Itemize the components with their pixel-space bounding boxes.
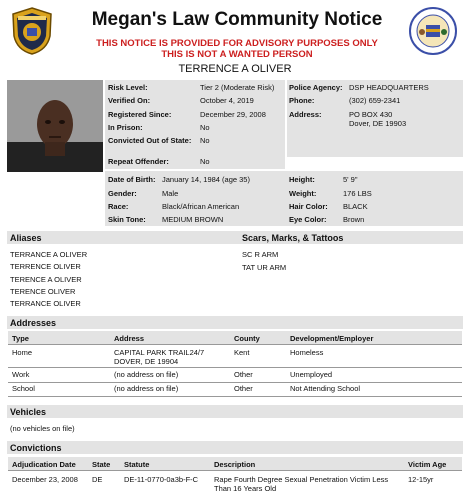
police-agency-value: DSP HEADQUARTERS xyxy=(349,83,429,92)
col-adjudication-date: Adjudication Date xyxy=(12,460,76,469)
conviction-date: December 23, 2008 xyxy=(12,475,78,484)
address-row xyxy=(8,346,462,368)
col-county: County xyxy=(234,334,260,343)
physical-description-panel xyxy=(105,171,463,226)
addresses-header xyxy=(7,316,463,329)
summary-label: In Prison: xyxy=(108,123,143,132)
address-county: Other xyxy=(234,384,253,393)
conviction-state: DE xyxy=(92,475,103,484)
physical-value: MEDIUM BROWN xyxy=(162,215,224,224)
physical-label: Weight: xyxy=(289,189,317,198)
aliases-scars-header xyxy=(7,231,463,244)
advisory-warning: THIS NOTICE IS PROVIDED FOR ADVISORY PURPOSES ONLY xyxy=(96,38,378,49)
convictions-column-headers xyxy=(8,457,462,471)
summary-label: Verified On: xyxy=(108,96,151,105)
address-employer: Not Attending School xyxy=(290,384,361,393)
physical-value: Male xyxy=(162,189,179,198)
conviction-victim-age: 12-15yr xyxy=(408,475,434,484)
alias-item: TERRANCE A OLIVER xyxy=(10,250,88,259)
physical-label: Hair Color: xyxy=(289,202,328,211)
summary-label: Convicted Out of State: xyxy=(108,136,192,145)
scar-item: TAT UR ARM xyxy=(242,262,287,272)
vehicles-empty-text: (no vehicles on file) xyxy=(10,424,75,433)
address-type: Home xyxy=(12,348,33,357)
delaware-state-seal xyxy=(408,6,458,56)
police-address-label: Address: xyxy=(289,110,322,119)
conviction-description-line1: Rape Fourth Degree Sexual Penetration Victim Less xyxy=(214,475,389,484)
police-address-line1: PO BOX 430 xyxy=(349,110,393,119)
physical-value: January 14, 1984 (age 35) xyxy=(162,175,250,184)
address-line2: DOVER, DE 19904 xyxy=(114,357,179,366)
address-type: School xyxy=(12,384,35,393)
summary-value: No xyxy=(200,157,210,166)
convictions-header xyxy=(7,441,463,454)
summary-value: December 29, 2008 xyxy=(200,110,266,119)
alias-item: TERENCE A OLIVER xyxy=(10,274,82,284)
col-type: Type xyxy=(12,334,29,343)
col-address: Address xyxy=(114,334,145,343)
col-state: State xyxy=(92,460,111,469)
vehicles-header xyxy=(7,405,463,418)
alias-item: TERENCE OLIVER xyxy=(10,286,76,296)
physical-value: BLACK xyxy=(343,202,368,211)
summary-value: No xyxy=(200,136,210,145)
vehicles-heading: Vehicles xyxy=(10,407,47,417)
summary-label: Repeat Offender: xyxy=(108,157,169,166)
conviction-statute: DE-11-0770-0a3b-F-C xyxy=(124,475,199,484)
delaware-state-police-badge xyxy=(7,6,57,56)
police-phone-label: Phone: xyxy=(289,96,315,105)
address-employer: Unemployed xyxy=(290,370,333,379)
police-address-line2: Dover, DE 19903 xyxy=(349,119,407,128)
scars-heading: Scars, Marks, & Tattoos xyxy=(242,233,344,243)
address-type: Work xyxy=(12,370,30,379)
address-employer: Homeless xyxy=(290,348,324,357)
col-statute: Statute xyxy=(124,460,150,469)
col-victim-age: Victim Age xyxy=(408,460,447,469)
police-phone-value: (302) 659-2341 xyxy=(349,96,401,105)
address-line1: CAPITAL PARK TRAIL24/7 xyxy=(114,348,205,357)
summary-value: Tier 2 (Moderate Risk) xyxy=(200,83,275,92)
addresses-column-headers xyxy=(8,331,462,345)
physical-value: 5' 9" xyxy=(343,175,358,184)
address-line1: (no address on file) xyxy=(114,370,179,379)
physical-value: Black/African American xyxy=(162,202,240,211)
conviction-row xyxy=(8,473,462,495)
aliases-heading: Aliases xyxy=(10,233,42,243)
police-agency-label: Police Agency: xyxy=(289,83,343,92)
summary-value: No xyxy=(200,123,210,132)
address-row xyxy=(8,382,462,397)
summary-value: October 4, 2019 xyxy=(200,96,254,105)
physical-value: Brown xyxy=(343,215,365,224)
scar-item: SC R ARM xyxy=(242,250,279,259)
physical-label: Height: xyxy=(289,175,315,184)
page-title: Megan's Law Community Notice xyxy=(91,9,383,30)
not-wanted-warning: THIS IS NOT A WANTED PERSON xyxy=(161,49,313,60)
address-county: Other xyxy=(234,370,253,379)
address-line1: (no address on file) xyxy=(114,384,179,393)
offender-photo xyxy=(7,80,103,172)
conviction-description-line2: Than 16 Years Old xyxy=(214,484,277,493)
col-employer: Development/Employer xyxy=(290,334,374,343)
physical-label: Eye Color: xyxy=(289,215,327,224)
physical-value: 176 LBS xyxy=(343,189,372,198)
summary-label: Risk Level: xyxy=(108,83,148,92)
summary-label: Registered Since: xyxy=(108,110,172,119)
physical-label: Gender: xyxy=(108,189,137,198)
offender-name: TERRENCE A OLIVER xyxy=(178,63,292,75)
physical-label: Date of Birth: xyxy=(108,175,156,184)
physical-label: Skin Tone: xyxy=(108,215,146,224)
address-row xyxy=(8,368,462,383)
addresses-heading: Addresses xyxy=(10,318,57,328)
col-description: Description xyxy=(214,460,256,469)
address-county: Kent xyxy=(234,348,250,357)
convictions-heading: Convictions xyxy=(10,443,62,453)
alias-item: TERRANCE OLIVER xyxy=(10,299,81,309)
physical-label: Race: xyxy=(108,202,129,211)
alias-item: TERRENCE OLIVER xyxy=(10,262,81,272)
